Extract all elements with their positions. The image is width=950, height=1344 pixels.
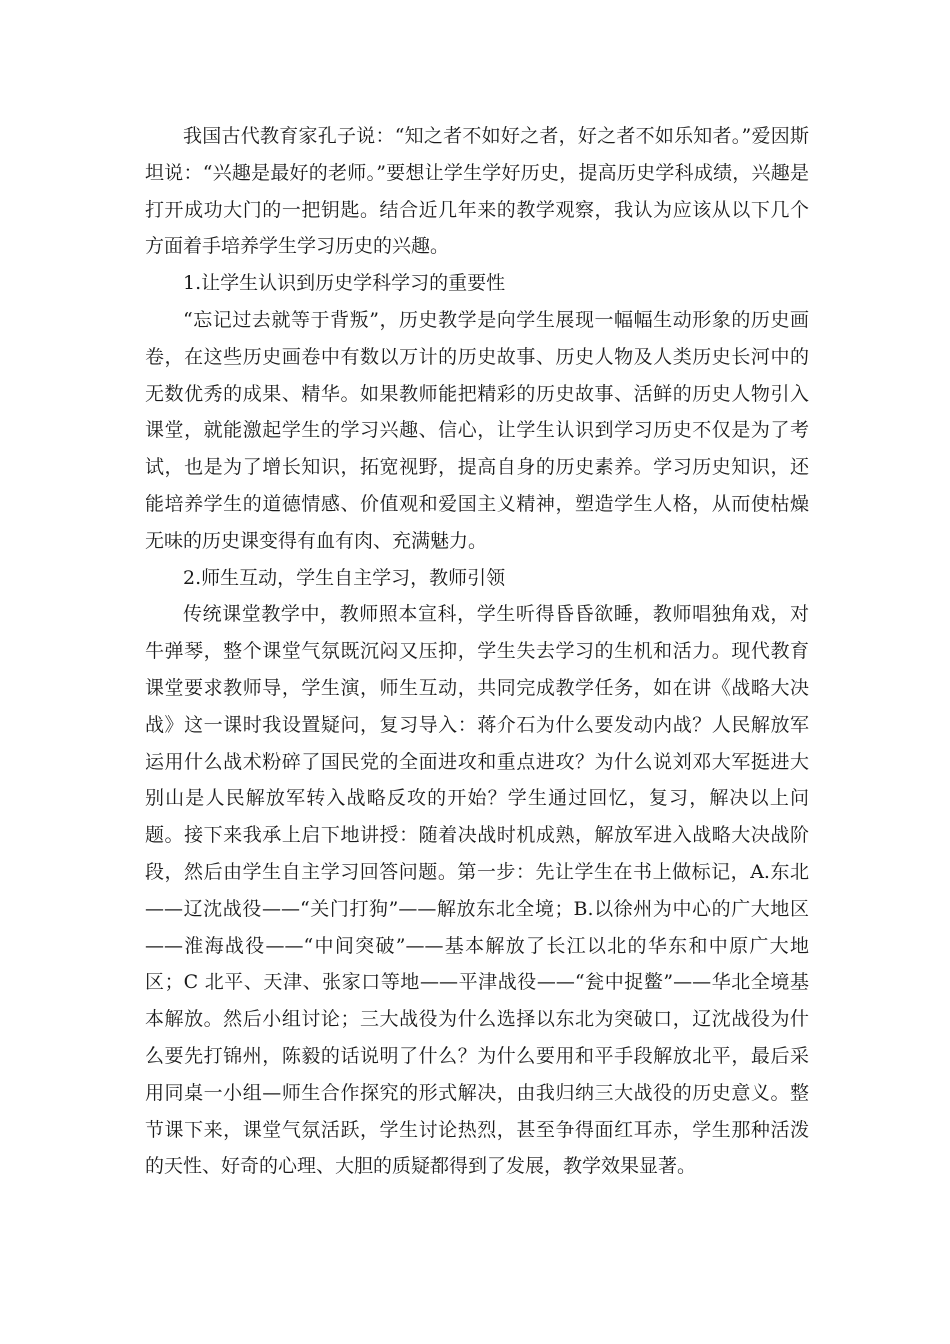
section-1-paragraph: “忘记过去就等于背叛”，历史教学是向学生展现一幅幅生动形象的历史画卷，在这些历史画卷中有数以万计的历史故事、历史人物及人类历史长河中的无数优秀的成果、精华。如果教师能把精彩的历史故事、活鲜的历史人物引入课堂，就能激起学生的学习兴趣、信心，让学生认识到学习历史不仅是为了考试，也是为了增长知识，拓宽视野，提高自身的历史素养。学习历史知识，还能培养学生的道德情感、价值观和爱国主义精神，塑造学生人格，从而使枯燥无味的历史课变得有血有肉、充满魅力。 (145, 308, 809, 552)
section-heading-2: 2.师生互动，学生自主学习，教师引领 (183, 566, 506, 589)
section-2-paragraph: 传统课堂教学中，教师照本宣科，学生听得昏昏欲睡，教师唱独角戏，对牛弹琴，整个课堂气氛既沉闷又压抑，学生失去学习的生机和活力。现代教育课堂要求教师导，学生演，师生互动，共同完成教学任务，如在讲《战略大决战》这一课时我设置疑问，复习导入：蒋介石为什么要发动内战？人民解放军运用什么战术粉碎了国民党的全面进攻和重点进攻？为什么说刘邓大军挺进大别山是人民解放军转入战略反攻的开始？学生通过回忆，复习，解决以上问题。接下来我承上启下地讲授：随着决战时机成熟，解放军进入战略大决战阶段，然后由学生自主学习回答问题。第一步：先让学生在书上做标记，A.东北——辽沈战役——“关门打狗”——解放东北全境；B.以徐州为中心的广大地区——淮海战役——“中间突破”——基本解放了长江以北的华东和中原广大地区；C 北平、天津、张家口等地——平津战役——“瓮中捉鳖”——华北全境基本解放。然后小组讨论；三大战役为什么选择以东北为突破口，辽沈战役为什么要先打锦州，陈毅的话说明了什么？为什么要用和平手段解放北平，最后采用同桌一小组—师生合作探究的形式解决，由我归纳三大战役的历史意义。整节课下来，课堂气氛活跃，学生讨论热烈，甚至争得面红耳赤，学生那种活泼的天性、好奇的心理、大胆的质疑都得到了发展，教学效果显著。 (145, 603, 809, 1178)
document-body (145, 118, 809, 1185)
intro-paragraph: 我国古代教育家孔子说：“知之者不如好之者，好之者不如乐知者。”爱因斯坦说：“兴趣是最好的老师。”要想让学生学好历史，提高历史学科成绩，兴趣是打开成功大门的一把钥匙。结合近几年来的教学观察，我认为应该从以下几个方面着手培养学生学习历史的兴趣。 (145, 125, 809, 258)
section-heading-1: 1.让学生认识到历史学科学习的重要性 (183, 272, 506, 295)
